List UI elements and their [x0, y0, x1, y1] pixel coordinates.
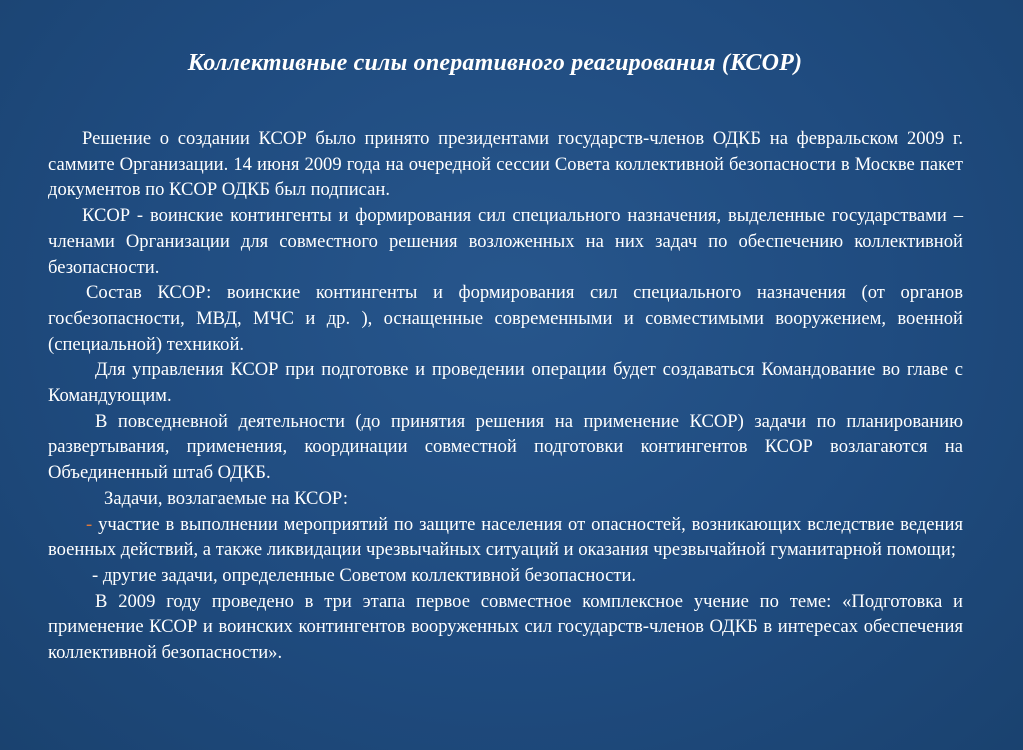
bullet-dash: -	[86, 513, 93, 535]
paragraph-tasks-heading: Задачи, возлагаемые на КСОР:	[104, 487, 349, 509]
paragraph-exercise: В 2009 году проведено в три этапа первое совместное комплексное учение по теме: «Подготовка и применение КСОР и воинских контингентов вооруженных сил государств-членов ОДКБ в интересах обеспечения коллективной безопасности».	[48, 590, 963, 664]
paragraph-daily-activity: В повседневной деятельности (до принятия решения на применение КСОР) задачи по планированию развертывания, применения, координации совместной подготовки контингентов КСОР возлагаются на Объединенный штаб ОДКБ.	[48, 410, 963, 484]
slide-title: Коллективные силы оперативного реагирования (КСОР)	[187, 50, 803, 76]
paragraph-composition: Состав КСОР: воинские контингенты и формирования сил специального назначения (от органов госбезопасности, МВД, МЧС и др. ), оснащенные современными и совместимыми вооружением, военной (специальной) техникой.	[48, 282, 963, 355]
paragraph-decision: Решение о создании КСОР было принято президентами государств-членов ОДКБ на февральском 2009 г. саммите Организации. 14 июня 2009 года на очередной сессии Совета коллективной безопасности в Москве пакет документов по КСОР ОДКБ был подписан.	[48, 128, 963, 201]
task-1-text: участие в выполнении мероприятий по защите населения от опасностей, возникающих вследствие ведения военных действий, а также ликвидации чрезвычайных ситуаций и оказания чрезвычайной гуманитарной помощи;	[48, 513, 963, 561]
paragraph-task-1	[48, 512, 963, 563]
slide-body	[48, 126, 963, 666]
paragraph-command: Для управления КСОР при подготовке и проведении операции будет создаваться Командование во главе с Командующим.	[48, 359, 963, 407]
paragraph-task-2: - другие задачи, определенные Советом коллективной безопасности.	[92, 564, 637, 586]
paragraph-definition: КСОР - воинские контингенты и формирования сил специального назначения, выделенные государствами – членами Организации для совместного решения возложенных на них задач по обеспечению коллективной безопасности.	[48, 205, 963, 278]
